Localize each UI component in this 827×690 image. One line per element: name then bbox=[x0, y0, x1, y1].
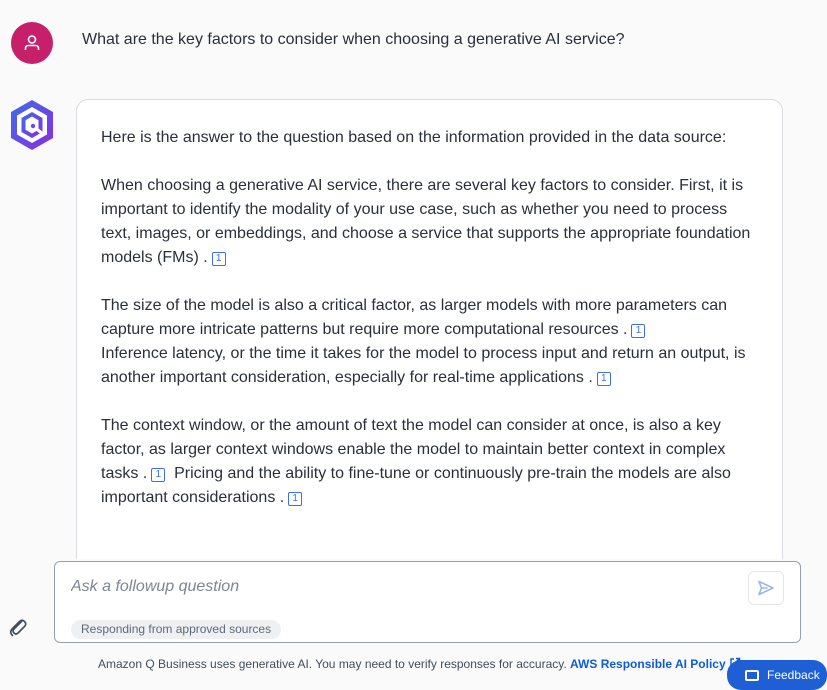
citation-marker[interactable]: 1 bbox=[212, 252, 226, 266]
user-message bbox=[0, 0, 809, 80]
answer-paragraph: When choosing a generative AI service, there are several key factors to consider. First, it is important to identify the modality of your use case, such as whether you need to process text, images, or embeddings, and choose a service that supports the appropriate foundation models (FMs) . 1 bbox=[101, 177, 751, 266]
user-question: What are the key factors to consider when choosing a generative AI service? bbox=[82, 31, 625, 48]
bot-avatar bbox=[7, 98, 57, 152]
paperclip-icon bbox=[8, 616, 28, 638]
user-avatar bbox=[11, 22, 53, 64]
send-icon bbox=[757, 579, 775, 597]
responsible-ai-policy-link[interactable]: AWS Responsible AI Policy bbox=[570, 657, 741, 671]
send-button[interactable] bbox=[748, 571, 784, 605]
answer-intro: Here is the answer to the question based on the information provided in the data source: bbox=[101, 129, 727, 146]
feedback-button[interactable]: Feedback bbox=[727, 660, 827, 690]
footer-disclaimer: Amazon Q Business uses generative AI. You may need to verify responses for accuracy. AWS Responsible AI Policy bbox=[98, 657, 741, 671]
citation-marker[interactable]: 1 bbox=[631, 324, 645, 338]
answer-paragraph: The size of the model is also a critical factor, as larger models with more parameters can capture more intricate patterns but require more computational resources . 1 Inference latency, or the time it takes for the model to process input and return an output, is another important consideration, especially for real-time applications . 1 bbox=[101, 297, 746, 386]
followup-input[interactable] bbox=[71, 574, 731, 600]
user-icon bbox=[22, 33, 42, 53]
answer-card bbox=[76, 99, 783, 559]
attach-button[interactable] bbox=[8, 616, 28, 638]
source-chip: Responding from approved sources bbox=[71, 620, 281, 639]
feedback-icon bbox=[745, 670, 759, 681]
answer-paragraph: The context window, or the amount of text the model can consider at once, is also a key factor, as larger context windows enable the model to maintain better context in complex tasks . 1 Pricing and the ability to fine-tune or continuously pre-train the models are also important considerations . 1 bbox=[101, 417, 731, 506]
amazon-q-logo bbox=[7, 98, 57, 152]
citation-marker[interactable]: 1 bbox=[288, 492, 302, 506]
citation-marker[interactable]: 1 bbox=[151, 468, 165, 482]
followup-composer bbox=[54, 561, 801, 643]
citation-marker[interactable]: 1 bbox=[597, 372, 611, 386]
